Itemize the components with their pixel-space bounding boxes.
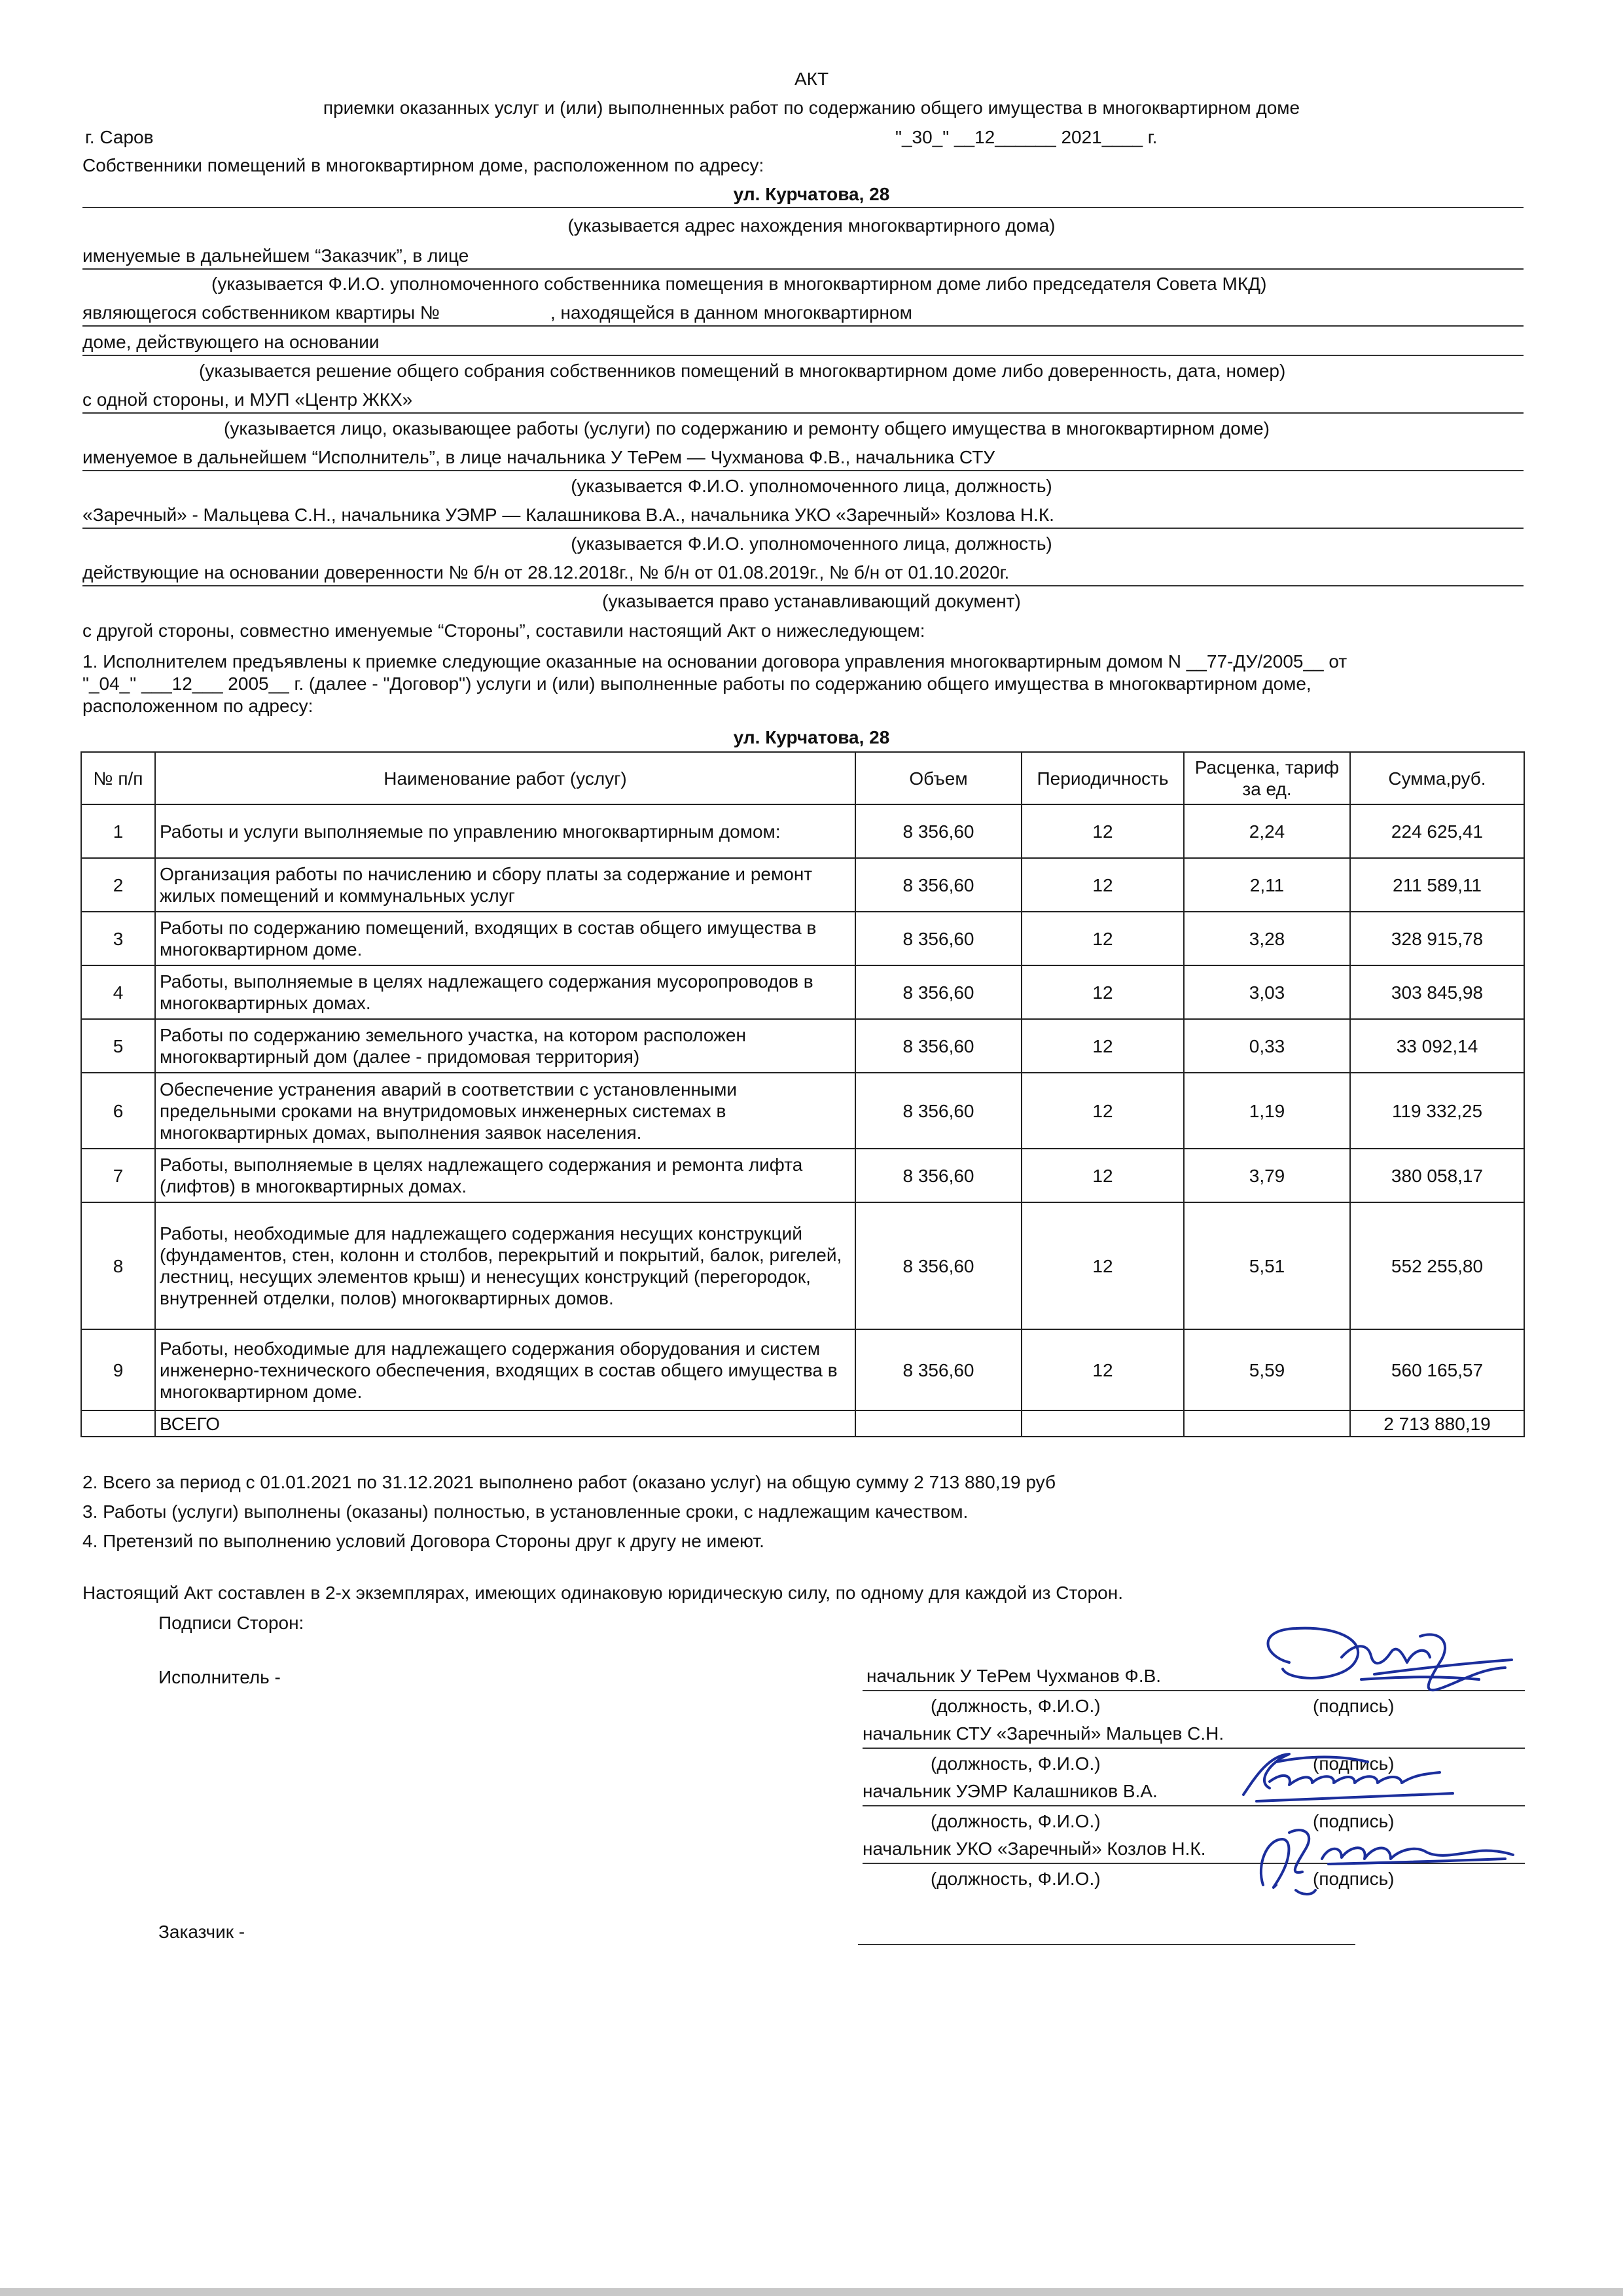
cell-number: 8 <box>81 1202 155 1329</box>
table-total-row <box>81 1410 1524 1437</box>
cell-number: 1 <box>81 804 155 858</box>
cell-period: 12 <box>1022 1202 1184 1329</box>
services-table <box>80 751 1525 1437</box>
executor-label: Исполнитель - <box>158 1667 281 1687</box>
col-header-name: Наименование работ (услуг) <box>155 752 855 804</box>
cell-name: Работы, выполняемые в целях надлежащего содержания и ремонта лифта (лифтов) в многоквартирных домах. <box>155 1149 855 1202</box>
cell-total-empty <box>1022 1410 1184 1437</box>
cell-sum: 211 589,11 <box>1350 858 1524 912</box>
persons-rule <box>82 528 1524 529</box>
power-line: действующие на основании доверенности № б/н от 28.12.2018г., № б/н от 01.08.2019г., № б/н от 01.10.2020г. <box>82 562 1010 583</box>
cell-rate: 1,19 <box>1184 1073 1350 1149</box>
signer-2-name: начальник СТУ «Заречный» Мальцев С.Н. <box>863 1723 1224 1744</box>
cell-name: Работы, выполняемые в целях надлежащего содержания мусоропроводов в многоквартирных домах. <box>155 965 855 1019</box>
table-row <box>81 1329 1524 1410</box>
cell-number: 6 <box>81 1073 155 1149</box>
table-row <box>81 1073 1524 1149</box>
cell-rate: 5,59 <box>1184 1329 1350 1410</box>
cell-period: 12 <box>1022 1073 1184 1149</box>
power-rule <box>82 585 1524 586</box>
signer-2-position-hint: (должность, Ф.И.О.) <box>931 1753 1101 1774</box>
signature-3-drawing <box>1230 1813 1518 1905</box>
cell-period: 12 <box>1022 804 1184 858</box>
cell-period: 12 <box>1022 1019 1184 1073</box>
cell-number: 3 <box>81 912 155 965</box>
one-side-line: с одной стороны, и МУП «Центр ЖКХ» <box>82 389 413 410</box>
apartment-rule <box>82 325 1524 327</box>
signer-3-sign-hint: (подпись) <box>1313 1811 1395 1831</box>
cell-volume: 8 356,60 <box>855 1329 1022 1410</box>
paragraph-3: 3. Работы (услуги) выполнены (оказаны) полностью, в установленные сроки, с надлежащим качеством. <box>82 1501 969 1522</box>
executor-rule <box>82 470 1524 471</box>
cell-sum: 380 058,17 <box>1350 1149 1524 1202</box>
cell-name: Организация работы по начислению и сбору платы за содержание и ремонт жилых помещений и коммунальных услуг <box>155 858 855 912</box>
scan-edge <box>0 2288 1623 2296</box>
cell-total-label: ВСЕГО <box>155 1410 855 1437</box>
cell-volume: 8 356,60 <box>855 965 1022 1019</box>
signature-2-drawing <box>1230 1736 1466 1814</box>
hint-person-1: (указывается Ф.И.О. уполномоченного лица, должность) <box>571 476 1052 496</box>
house-line: доме, действующего на основании <box>82 332 380 352</box>
cell-name: Работы и услуги выполняемые по управлению многоквартирным домом: <box>155 804 855 858</box>
cell-rate: 3,79 <box>1184 1149 1350 1202</box>
table-row <box>81 1019 1524 1073</box>
cell-period: 12 <box>1022 1329 1184 1410</box>
col-header-sum: Сумма,руб. <box>1350 752 1524 804</box>
cell-volume: 8 356,60 <box>855 858 1022 912</box>
cell-rate: 0,33 <box>1184 1019 1350 1073</box>
cell-number: 7 <box>81 1149 155 1202</box>
signer-3-position-hint: (должность, Ф.И.О.) <box>931 1811 1101 1831</box>
document-subtitle: приемки оказанных услуг и (или) выполненных работ по содержанию общего имущества в многоквартирном доме <box>323 98 1300 118</box>
house-rule <box>82 355 1524 356</box>
signer-2-sign-hint: (подпись) <box>1313 1753 1395 1774</box>
cell-number: 9 <box>81 1329 155 1410</box>
cell-total-empty <box>81 1410 155 1437</box>
cell-number: 4 <box>81 965 155 1019</box>
persons-line: «Заречный» - Мальцева С.Н., начальника УЭМР — Калашникова В.А., начальника УКО «Заречный» Козлова Н.К. <box>82 505 1054 525</box>
cell-name: Обеспечение устранения аварий в соответствии с установленными предельными сроками на внутридомовых инженерных системах в многоквартирных домах, выполнения заявок населения. <box>155 1073 855 1149</box>
cell-number: 5 <box>81 1019 155 1073</box>
hint-right: (указывается право устанавливающий документ) <box>602 591 1021 611</box>
customer-label: Заказчик - <box>158 1922 245 1942</box>
col-header-period: Периодичность <box>1022 752 1184 804</box>
cell-rate: 3,03 <box>1184 965 1350 1019</box>
hint-basis: (указывается решение общего собрания собственников помещений в многоквартирном доме либо доверенность, дата, номер) <box>199 361 1286 381</box>
hint-contractor: (указывается лицо, оказывающее работы (услуги) по содержанию и ремонту общего имущества в многоквартирном доме) <box>224 418 1270 439</box>
signatures-title: Подписи Сторон: <box>158 1613 304 1633</box>
customer-line: именуемые в дальнейшем “Заказчик”, в лице <box>82 245 469 266</box>
cell-rate: 3,28 <box>1184 912 1350 965</box>
table-address: ул. Курчатова, 28 <box>733 727 890 747</box>
cell-total-empty <box>855 1410 1022 1437</box>
cell-name: Работы, необходимые для надлежащего содержания несущих конструкций (фундаментов, стен, колонн и столбов, перекрытий и покрытий, балок, ригелей, лестниц, несущих элементов крыш) и ненесущих конструкций (перегородок, внутренней отделки, полов) многоквартирных домов. <box>155 1202 855 1329</box>
city: г. Саров <box>85 127 154 147</box>
signer-4-position-hint: (должность, Ф.И.О.) <box>931 1869 1101 1889</box>
customer-rule <box>82 268 1524 270</box>
signer-1-position-hint: (должность, Ф.И.О.) <box>931 1696 1101 1716</box>
cell-period: 12 <box>1022 912 1184 965</box>
table-row <box>81 912 1524 965</box>
cell-period: 12 <box>1022 965 1184 1019</box>
cell-volume: 8 356,60 <box>855 912 1022 965</box>
cell-name: Работы по содержанию помещений, входящих в состав общего имущества в многоквартирном доме. <box>155 912 855 965</box>
cell-name: Работы, необходимые для надлежащего содержания оборудования и систем инженерно-технического обеспечения, входящих в состав общего имущества в многоквартирном доме. <box>155 1329 855 1410</box>
executor-line: именуемое в дальнейшем “Исполнитель”, в лице начальника У ТеРем — Чухманова Ф.В., начальника СТУ <box>82 447 995 467</box>
paragraph-2: 2. Всего за период с 01.01.2021 по 31.12.2021 выполнено работ (оказано услуг) на общую сумму 2 713 880,19 руб <box>82 1472 1056 1492</box>
cell-number: 2 <box>81 858 155 912</box>
cell-rate: 2,11 <box>1184 858 1350 912</box>
table-row <box>81 1149 1524 1202</box>
paragraph-1-line-1: 1. Исполнителем предъявлены к приемке следующие оказанные на основании договора управления многоквартирным домом N __77-ДУ/2005__ от <box>82 651 1347 672</box>
cell-period: 12 <box>1022 1149 1184 1202</box>
signer-3-name: начальник УЭМР Калашников В.А. <box>863 1781 1158 1801</box>
cell-total-sum: 2 713 880,19 <box>1350 1410 1524 1437</box>
hint-person-2: (указывается Ф.И.О. уполномоченного лица, должность) <box>571 533 1052 554</box>
cell-rate: 5,51 <box>1184 1202 1350 1329</box>
cell-volume: 8 356,60 <box>855 1073 1022 1149</box>
cell-rate: 2,24 <box>1184 804 1350 858</box>
cell-volume: 8 356,60 <box>855 1202 1022 1329</box>
cell-sum: 552 255,80 <box>1350 1202 1524 1329</box>
cell-volume: 8 356,60 <box>855 1019 1022 1073</box>
address-rule <box>82 207 1524 208</box>
cell-period: 12 <box>1022 858 1184 912</box>
cell-sum: 119 332,25 <box>1350 1073 1524 1149</box>
cell-volume: 8 356,60 <box>855 804 1022 858</box>
house-address: ул. Курчатова, 28 <box>733 184 890 204</box>
table-header-row <box>81 752 1524 804</box>
col-header-volume: Объем <box>855 752 1022 804</box>
signature-1-drawing <box>1243 1617 1518 1734</box>
hint-address: (указывается адрес нахождения многоквартирного дома) <box>567 215 1056 236</box>
table-row <box>81 965 1524 1019</box>
cell-sum: 560 165,57 <box>1350 1329 1524 1410</box>
table-row <box>81 1202 1524 1329</box>
cell-sum: 303 845,98 <box>1350 965 1524 1019</box>
table-row <box>81 858 1524 912</box>
hint-owner: (указывается Ф.И.О. уполномоченного собственника помещения в многоквартирном доме либо председателя Совета МКД) <box>211 274 1267 294</box>
paragraph-1-line-2: "_04_" ___12___ 2005__ г. (далее - "Договор") услуги и (или) выполненные работы по содержанию общего имущества в многоквартирном доме, <box>82 673 1311 694</box>
col-header-rate: Расценка, тариф за ед. <box>1184 752 1350 804</box>
one-side-rule <box>82 412 1524 414</box>
paragraph-1-line-3: расположенном по адресу: <box>82 696 313 716</box>
cell-name: Работы по содержанию земельного участка, на котором расположен многоквартирный дом (далее - придомовая территория) <box>155 1019 855 1073</box>
other-side-line: с другой стороны, совместно именуемые “Стороны”, составили настоящий Акт о нижеследующем: <box>82 620 925 641</box>
signer-1-sign-hint: (подпись) <box>1313 1696 1395 1716</box>
cell-total-empty <box>1184 1410 1350 1437</box>
copies-note: Настоящий Акт составлен в 2-х экземплярах, имеющих одинаковую юридическую силу, по одному для каждой из Сторон. <box>82 1583 1123 1603</box>
document-date: "_30_" __12______ 2021____ г. <box>895 127 1158 147</box>
signer-1-name: начальник У ТеРем Чухманов Ф.В. <box>866 1666 1162 1686</box>
owners-line: Собственники помещений в многоквартирном доме, расположенном по адресу: <box>82 155 764 175</box>
col-header-number: № п/п <box>81 752 155 804</box>
signer-4-name: начальник УКО «Заречный» Козлов Н.К. <box>863 1839 1206 1859</box>
paragraph-4: 4. Претензий по выполнению условий Договора Стороны друг к другу не имеют. <box>82 1531 764 1551</box>
customer-signature-line <box>858 1944 1355 1945</box>
cell-volume: 8 356,60 <box>855 1149 1022 1202</box>
cell-sum: 224 625,41 <box>1350 804 1524 858</box>
signer-4-sign-hint: (подпись) <box>1313 1869 1395 1889</box>
apartment-line-b: , находящейся в данном многоквартирном <box>550 302 912 323</box>
document-title: АКТ <box>794 69 829 89</box>
cell-sum: 328 915,78 <box>1350 912 1524 965</box>
table-row <box>81 804 1524 858</box>
apartment-line-a: являющегося собственником квартиры № <box>82 302 440 323</box>
cell-sum: 33 092,14 <box>1350 1019 1524 1073</box>
